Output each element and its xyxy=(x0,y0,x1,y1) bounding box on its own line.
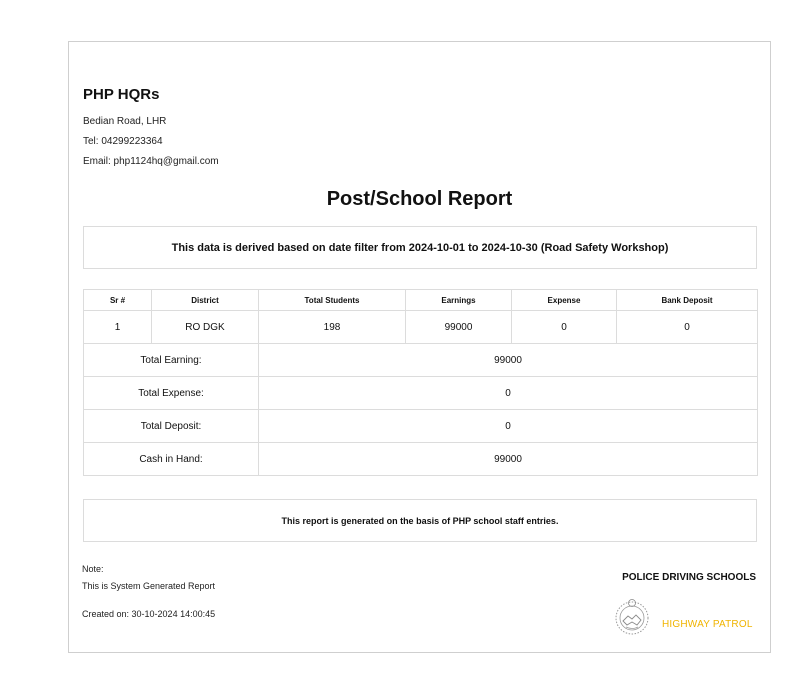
summary-row-total-expense xyxy=(84,377,758,410)
org-email: Email: php1124hq@gmail.com xyxy=(83,156,219,167)
cell-total-students: 198 xyxy=(259,311,406,344)
summary-value: 99000 xyxy=(259,344,758,377)
report-title: Post/School Report xyxy=(326,188,513,210)
cell-district: RO DGK xyxy=(152,311,259,344)
table-header-row xyxy=(84,290,758,311)
footer-text: This report is generated on the basis of PHP school staff entries. xyxy=(281,515,559,526)
col-header-sr: Sr # xyxy=(84,290,152,311)
col-header-bank-deposit: Bank Deposit xyxy=(617,290,758,311)
summary-label: Total Deposit: xyxy=(84,410,259,443)
org-name: PHP HQRs xyxy=(83,86,160,103)
created-on: Created on: 30-10-2024 14:00:45 xyxy=(82,609,216,619)
summary-row-total-earning xyxy=(84,344,758,377)
footer-info-box xyxy=(83,499,757,542)
cell-sr: 1 xyxy=(84,311,152,344)
summary-row-total-deposit xyxy=(84,410,758,443)
summary-label: Cash in Hand: xyxy=(84,443,259,476)
report-table xyxy=(83,289,758,476)
note-label: Note: xyxy=(82,564,104,574)
note-text: This is System Generated Report xyxy=(82,581,216,591)
filter-text: This data is derived based on date filter from 2024-10-01 to 2024-10-30 (Road Safety Workshop) xyxy=(171,241,669,254)
org-tel: Tel: 04299223364 xyxy=(83,136,163,147)
summary-label: Total Earning: xyxy=(84,344,259,377)
summary-label: Total Expense: xyxy=(84,377,259,410)
summary-value: 0 xyxy=(259,377,758,410)
col-header-district: District xyxy=(152,290,259,311)
highway-patrol-seal-icon xyxy=(612,597,652,637)
brand-name: POLICE DRIVING SCHOOLS xyxy=(622,572,756,583)
col-header-earnings: Earnings xyxy=(406,290,512,311)
report-page xyxy=(68,41,771,653)
filter-info-box xyxy=(83,226,757,269)
org-address: Bedian Road, LHR xyxy=(83,116,167,127)
table-row xyxy=(84,311,758,344)
highway-patrol-logo-text: HIGHWAY PATROL xyxy=(662,619,753,630)
summary-value: 0 xyxy=(259,410,758,443)
summary-row-cash-in-hand xyxy=(84,443,758,476)
cell-bank-deposit: 0 xyxy=(617,311,758,344)
summary-value: 99000 xyxy=(259,443,758,476)
col-header-total-students: Total Students xyxy=(259,290,406,311)
cell-earnings: 99000 xyxy=(406,311,512,344)
col-header-expense: Expense xyxy=(512,290,617,311)
cell-expense: 0 xyxy=(512,311,617,344)
